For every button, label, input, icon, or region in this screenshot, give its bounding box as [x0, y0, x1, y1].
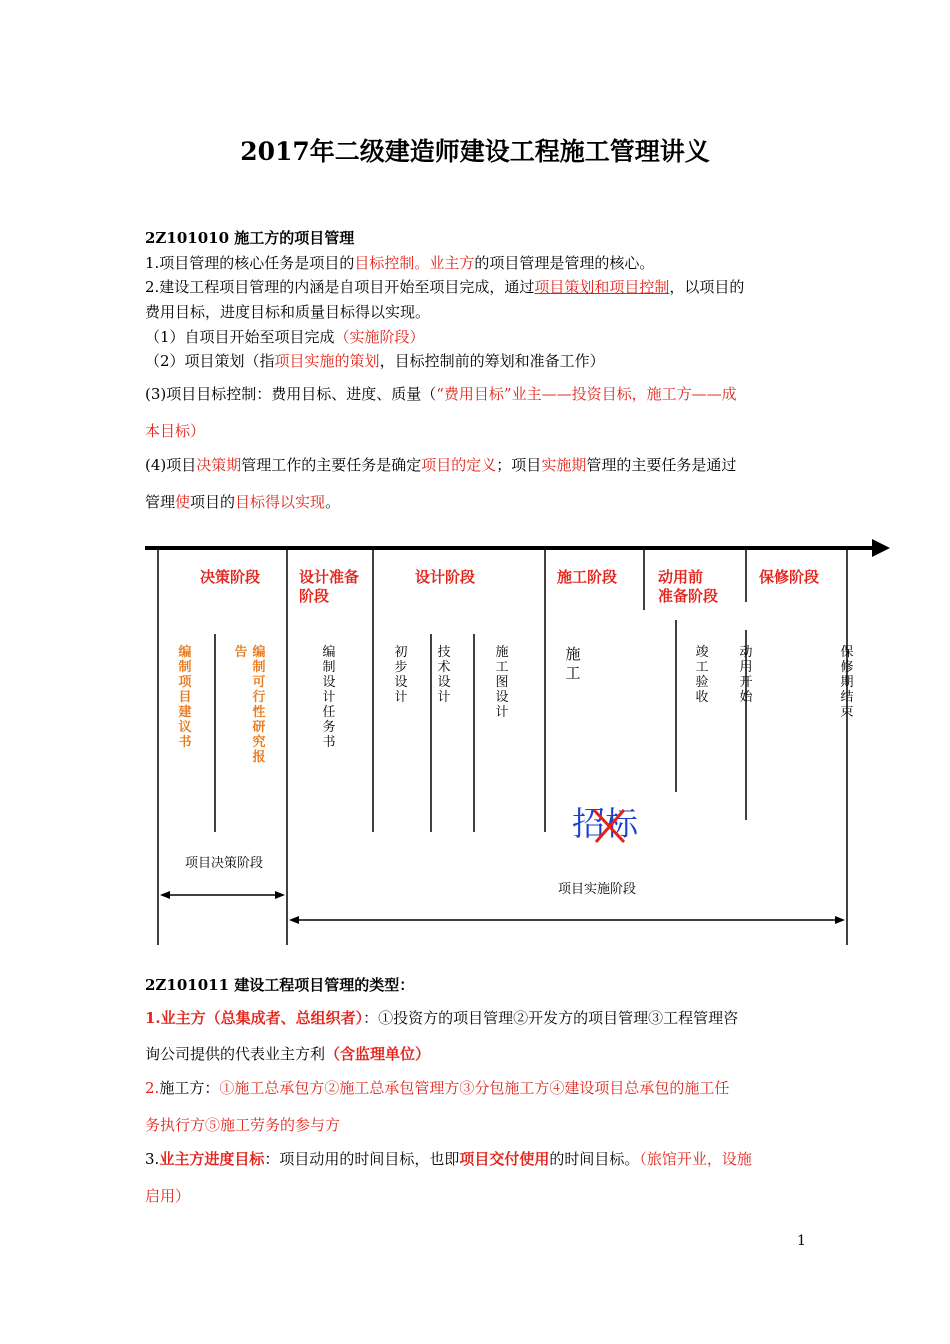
item-4: (4)项目决策期管理工作的主要任务是确定项目的定义；项目实施期管理的主要任务是通过 [145, 456, 737, 474]
phase-construction: 施工阶段 [557, 568, 618, 586]
type-2-cont: 务执行方⑤施工劳务的参与方 [145, 1116, 341, 1134]
activity-technical-design: 技术设计 [437, 645, 451, 705]
phase-pre-use-prep: 动用前 准备阶段 [658, 568, 719, 605]
phase-decision: 决策阶段 [200, 568, 261, 586]
item-4-cont: 管理使项目的目标得以实现。 [145, 493, 341, 511]
activity-construction-drawing: 施工图设计 [495, 645, 509, 720]
span-implementation-label: 项目实施阶段 [558, 882, 637, 897]
paragraph-2: 2.建设工程项目管理的内涵是自项目开始至项目完成，通过项目策划和项目控制，以项目的 [145, 278, 745, 296]
type-3-cont: 启用） [145, 1187, 191, 1205]
span-decision-label: 项目决策阶段 [185, 856, 264, 871]
phase-design: 设计阶段 [415, 568, 476, 586]
bidding-cross-mark [590, 806, 630, 846]
activity-completion-acceptance: 竣工验收 [695, 645, 709, 705]
paragraph-1: 1.项目管理的核心任务是项目的目标控制。业主方的项目管理是管理的核心。 [145, 254, 655, 272]
activity-design-task: 编制设计任务书 [322, 645, 336, 750]
type-1-cont: 询公司提供的代表业主方利（含监理单位） [145, 1045, 431, 1063]
document-title: 2017年二级建造师建设工程施工管理讲义 [240, 137, 710, 166]
phase-design-prep: 设计准备 阶段 [299, 568, 360, 605]
timeline-svg [0, 530, 950, 950]
type-3: 3.业主方进度目标：项目动用的时间目标，也即项目交付使用的时间目标。（旅馆开业，设施 [145, 1150, 752, 1168]
bidding-label: 招标 [572, 804, 638, 843]
activity-feasibility-tail: 告 [234, 645, 248, 660]
activity-warranty-end: 保修期结束 [840, 645, 854, 720]
type-1: 1.业主方（总集成者、总组织者）：①投资方的项目管理②开发方的项目管理③工程管理咨 [145, 1009, 739, 1027]
item-1: （1）自项目开始至项目完成（实施阶段） [145, 328, 425, 346]
activity-feasibility: 编制可行性研究报 [252, 645, 266, 765]
section-heading: 2Z101010 施工方的项目管理 [145, 229, 355, 247]
phase-warranty: 保修阶段 [759, 568, 820, 586]
paragraph-2-cont: 费用目标，进度目标和质量目标得以实现。 [145, 303, 431, 321]
timeline-arrowhead [872, 539, 890, 557]
item-3: (3)项目目标控制：费用目标、进度、质量（“费用目标”业主——投资目标，施工方——成 [145, 385, 737, 403]
page-number: 1 [797, 1233, 806, 1249]
section2-heading: 2Z101011 建设工程项目管理的类型： [145, 976, 415, 994]
type-2: 2.施工方：①施工总承包方②施工总承包管理方③分包施工方④建设项目总承包的施工任 [145, 1079, 730, 1097]
activity-preliminary-design: 初步设计 [394, 645, 408, 705]
activity-proposal: 编制项目建议书 [178, 645, 192, 750]
activity-construction: 施工 [565, 645, 581, 682]
activity-start-use: 动用开始 [739, 645, 753, 705]
item-3-cont: 本目标） [145, 422, 206, 440]
item-2: （2）项目策划（指项目实施的策划，目标控制前的筹划和准备工作） [145, 352, 605, 370]
